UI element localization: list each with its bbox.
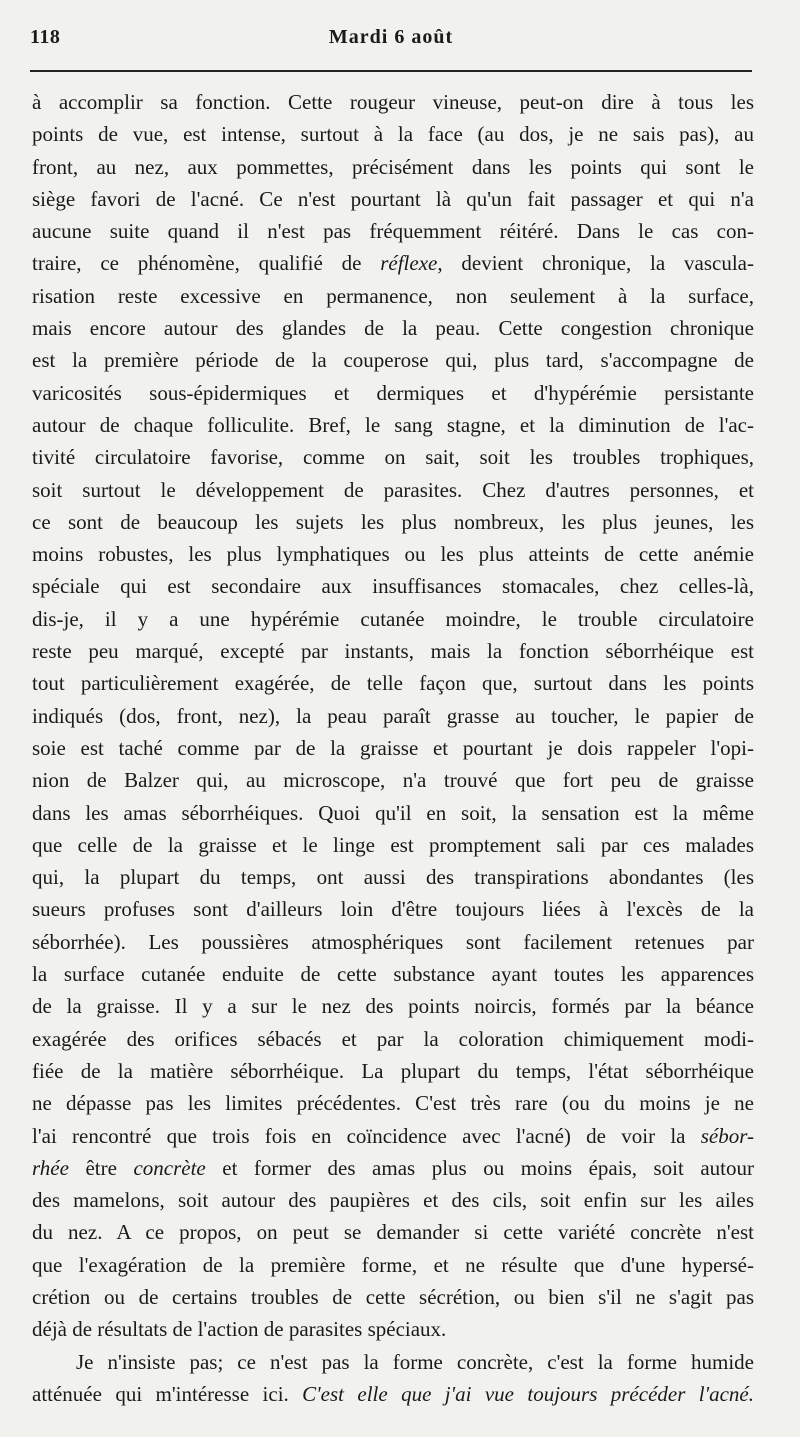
page-number: 118: [30, 26, 61, 48]
running-head: [30, 26, 752, 62]
page-header-title: Mardi 6 août: [328, 26, 454, 48]
italic-term: réflexe: [380, 251, 438, 276]
text-line: front, au nez, aux pommettes, précisément dans les points qui sont le: [32, 154, 754, 179]
italic-sentence: C'est elle que j'ai vue toujours précéder l'acné.: [302, 1381, 754, 1406]
text-line: que celle de la graisse et le linge est promptement sali par ces malades: [32, 832, 754, 857]
italic-term: rhée: [32, 1155, 69, 1180]
paragraph-end-line: déjà de résultats de l'action de parasites spéciaux.: [32, 1317, 447, 1342]
paragraph-start-line: Je n'insiste pas; ce n'est pas la forme concrète, c'est la forme humide: [76, 1349, 754, 1374]
text-line: que l'exagération de la première forme, et ne résulte que d'une hypersé-: [32, 1252, 754, 1277]
text-line: tout particulièrement exagérée, de telle façon que, surtout dans les points: [32, 671, 754, 696]
text-line: dis-je, il y a une hypérémie cutanée moindre, le trouble circulatoire: [32, 606, 754, 631]
text-line: la surface cutanée enduite de cette substance ayant toutes les apparences: [32, 962, 754, 987]
text-line: ne dépasse pas les limites précédentes. C'est très rare (ou du moins je ne: [32, 1091, 754, 1116]
text-line: nion de Balzer qui, au microscope, n'a trouvé que fort peu de graisse: [32, 768, 754, 793]
text-line: atténuée qui m'intéresse ici. C'est elle que j'ai vue toujours précéder l'acné.: [32, 1381, 754, 1406]
text-line: exagérée des orifices sébacés et par la coloration chimiquement modi-: [32, 1026, 754, 1051]
text-line: aucune suite quand il n'est pas fréquemment réitéré. Dans le cas con-: [32, 219, 754, 244]
text-line: séborrhée). Les poussières atmosphériques sont facilement retenues par: [32, 929, 754, 954]
text-line: qui, la plupart du temps, ont aussi des transpirations abondantes (les: [32, 865, 754, 890]
text-line: l'ai rencontré que trois fois en coïncidence avec l'acné) de voir la sébor-: [32, 1123, 754, 1148]
text-line: siège favori de l'acné. Ce n'est pourtant là qu'un fait passager et qui n'a: [32, 186, 754, 211]
text-line: reste peu marqué, excepté par instants, mais la fonction séborrhéique est: [32, 639, 754, 664]
text-line: rhée être concrète et former des amas plus ou moins épais, soit autour: [32, 1155, 754, 1180]
text-line: sueurs profuses sont d'ailleurs loin d'être toujours liées à l'excès de la: [32, 897, 754, 922]
text-line: tivité circulatoire favorise, comme on sait, soit les troubles trophiques,: [32, 445, 754, 470]
text-line: du nez. A ce propos, on peut se demander si cette variété concrète n'est: [32, 1220, 754, 1245]
text-line: indiqués (dos, front, nez), la peau paraît grasse au toucher, le papier de: [32, 703, 754, 728]
text-line: crétion ou de certains troubles de cette sécrétion, ou bien s'il ne s'agit pas: [32, 1284, 754, 1309]
text-line: spéciale qui est secondaire aux insuffisances stomacales, chez celles-là,: [32, 574, 754, 599]
text-line: ce sont de beaucoup les sujets les plus nombreux, les plus jeunes, les: [32, 509, 754, 534]
body-text: [32, 86, 754, 1410]
italic-term: sébor-: [700, 1123, 754, 1148]
text-line: dans les amas séborrhéiques. Quoi qu'il en soit, la sensation est la même: [32, 800, 754, 825]
text-line: soie est taché comme par de la graisse et pourtant je dois rappeler l'opi-: [32, 735, 754, 760]
text-line: autour de chaque folliculite. Bref, le sang stagne, et la diminution de l'ac-: [32, 412, 754, 437]
text-line: moins robustes, les plus lymphatiques ou les plus atteints de cette anémie: [32, 542, 754, 567]
text-line: de la graisse. Il y a sur le nez des points noircis, formés par la béance: [32, 994, 754, 1019]
header-rule: [30, 70, 752, 72]
text-line: est la première période de la couperose qui, plus tard, s'accompagne de: [32, 348, 754, 373]
text-line: points de vue, est intense, surtout à la face (au dos, je ne sais pas), au: [32, 122, 754, 147]
text-line: risation reste excessive en permanence, non seulement à la surface,: [32, 283, 754, 308]
text-line: varicosités sous-épidermiques et dermiques et d'hypérémie persistante: [32, 380, 754, 405]
text-line: des mamelons, soit autour des paupières et des cils, soit enfin sur les ailes: [32, 1188, 754, 1213]
text-line: à accomplir sa fonction. Cette rougeur vineuse, peut-on dire à tous les: [32, 90, 754, 114]
text-line: fiée de la matière séborrhéique. La plupart du temps, l'état séborrhéique: [32, 1058, 754, 1083]
text-line: mais encore autour des glandes de la peau. Cette congestion chronique: [32, 316, 754, 341]
text-line: traire, ce phénomène, qualifié de réflexe, devient chronique, la vascula-: [32, 251, 754, 276]
italic-term: concrète: [133, 1155, 206, 1180]
text-line: soit surtout le développement de parasites. Chez d'autres personnes, et: [32, 477, 754, 502]
